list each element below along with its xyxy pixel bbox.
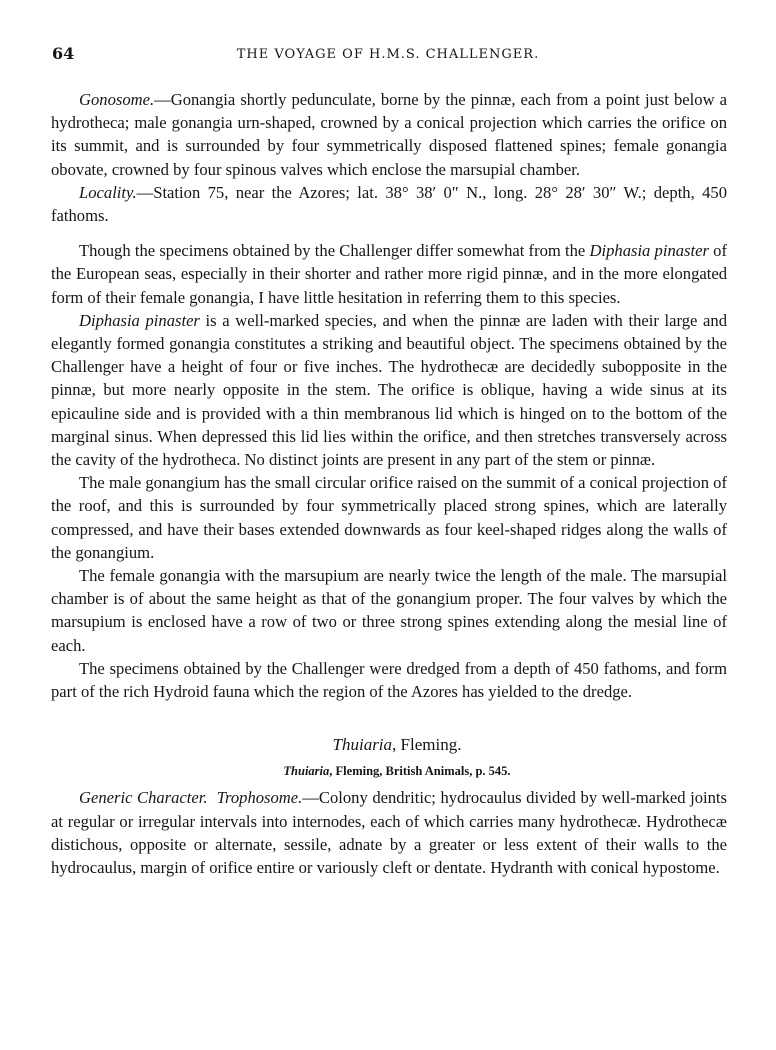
spacer bbox=[51, 703, 727, 733]
citation-genus: Thuiaria bbox=[283, 764, 330, 779]
generic-label: Generic Character. bbox=[79, 788, 208, 808]
section-genus: Thuiaria bbox=[332, 735, 393, 755]
para1-species: Diphasia pinaster bbox=[589, 241, 709, 261]
page-number: 64 bbox=[52, 44, 75, 63]
generic-text: —Colony dendritic; hydrocaulus divided by well-marked joints at regular or irregular intervals into internodes, each of which carries many hydrothecæ. Hydrothecæ distichous, opposite or alternate, sessile, adnate by a greater or less extent of their walls to the hydrocaulus, margin of orifice entire or variously cleft or dentate. Hydranth with conical hypostome. bbox=[51, 788, 727, 878]
discussion-paragraph-5: The specimens obtained by the Challenger were dredged from a depth of 450 fathoms, and form part of the rich Hydroid fauna which the region of the Azores has yielded to the dredge. bbox=[51, 658, 727, 702]
citation-text: , Fleming, British Animals, p. 545. bbox=[329, 764, 511, 779]
locality-text: —Station 75, near the Azores; lat. 38° 38′ 0″ N., long. 28° 28′ 30″ W.; depth, 450 fathoms. bbox=[51, 182, 727, 226]
para2-species: Diphasia pinaster bbox=[79, 310, 200, 330]
gonosome-text: —Gonangia shortly pedunculate, borne by the pinnæ, each from a point just below a hydrotheca; male gonangia urn-shaped, crowned by a conical projection which carries the orifice on its summit, and is surrounded by four symmetrically disposed flattened spines; female gonangia obovate, crowned by four spinous valves which enclose the marsupial chamber. bbox=[51, 90, 727, 179]
gonosome-paragraph bbox=[51, 88, 727, 181]
discussion-paragraph-3: The male gonangium has the small circular orifice raised on the summit of a conical projection of the roof, and this is surrounded by four symmetrically placed strong spines, which are laterally compressed, and have their bases extended downwards as four keel-shaped ridges along the walls of the gonangium. bbox=[51, 473, 727, 562]
para1-text-a: Though the specimens obtained by the Challenger differ somewhat from the bbox=[79, 241, 590, 261]
discussion-paragraph-1 bbox=[51, 239, 727, 309]
discussion-paragraph-4: The female gonangia with the marsupium are nearly twice the length of the male. The marsupial chamber is of about the same height as that of the gonangium proper. The four valves by which the marsupium is enclosed have a row of two or three strong spines extending along the mesial line of each. bbox=[51, 566, 727, 655]
generic-character-paragraph bbox=[51, 786, 727, 879]
section-citation bbox=[67, 762, 727, 780]
section-title bbox=[67, 733, 727, 756]
discussion-paragraph-2 bbox=[51, 309, 727, 471]
locality-paragraph bbox=[51, 181, 727, 227]
para2-text: is a well-marked species, and when the pinnæ are laden with their large and elegantly formed gonangia constitutes a striking and beautiful object. The specimens obtained by the Challenger have a height of four or five inches. The hydrothecæ are decidedly subopposite in the pinnæ, but more nearly opposite in the stem. The orifice is oblique, having a wide sinus at its epicauline side and is provided with a thin membranous lid which is hinged on to the bottom of the marginal sinus. When depressed this lid lies within the orifice, and then stretches transversely across the cavity of the hydrotheca. No distinct joints are present in any part of the stem or pinnæ. bbox=[51, 310, 727, 470]
body-text bbox=[51, 88, 727, 879]
page-header bbox=[52, 44, 724, 70]
running-head: THE VOYAGE OF H.M.S. CHALLENGER. bbox=[236, 47, 540, 62]
section-authority: , Fleming. bbox=[392, 735, 462, 755]
spacer bbox=[51, 227, 727, 239]
locality-label: Locality. bbox=[79, 182, 137, 202]
trophosome-label: Trophosome. bbox=[216, 788, 303, 808]
para1-text-b: of the European seas, especially in their shorter and rather more rigid pinnæ, and in the more elongated form of their female gonangia, I have little hesitation in referring them to this species. bbox=[51, 241, 727, 307]
gonosome-label: Gonosome. bbox=[79, 90, 155, 109]
